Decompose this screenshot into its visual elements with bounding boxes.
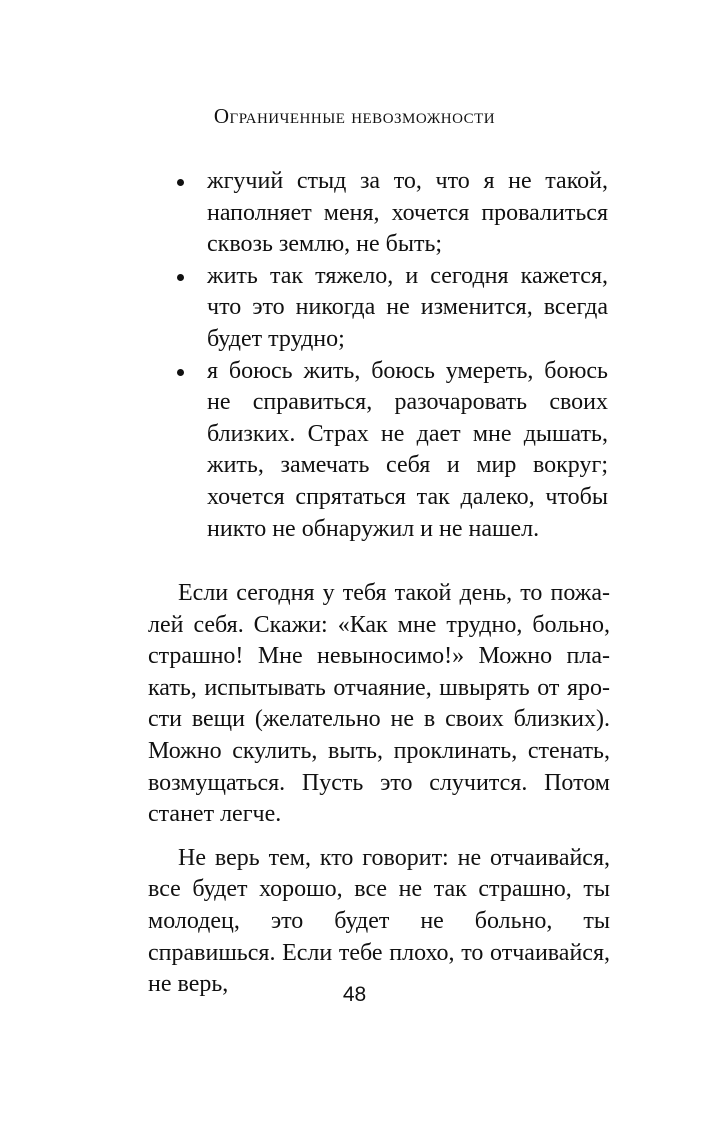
bullet-dot-icon <box>177 179 184 186</box>
bullet-text: жить так тяжело, и сегодня кажется, что это никогда не изменится, всегда будет трудно; <box>207 262 608 352</box>
bullet-list <box>175 166 608 545</box>
bullet-item <box>175 166 608 261</box>
bullet-dot-icon <box>177 274 184 281</box>
paragraph: Не верь тем, кто говорит: не отчаивайся, все будет хорошо, все не так страшно, ты молодец, это будет не больно, ты справишься. Если тебе плохо, то отчаивайся, не верь, <box>148 844 610 998</box>
body-text <box>148 578 610 1001</box>
paragraph: Если сегодня у тебя такой день, то пожалей себя. Скажи: «Как мне трудно, больно, страшно! Мне невыносимо!» Можно плакать, испытывать отчаяние, швырять от ярости вещи (желательно не в своих близких). Можно скулить, выть, проклинать, стенать, возмущаться. Пусть это случится. Потом станет легче. <box>148 580 610 828</box>
running-head: Ограниченные невозможности <box>213 104 496 128</box>
bullet-text: жгучий стыд за то, что я не такой, наполняет меня, хочется провалиться сквозь землю, не быть; <box>207 168 608 258</box>
bullet-item <box>175 356 608 546</box>
bullet-item <box>175 261 608 356</box>
bullet-dot-icon <box>177 369 184 376</box>
bullet-text: я боюсь жить, боюсь умереть, боюсь не справиться, разочаровать своих близких. Страх не дает мне дышать, жить, замечать себя и мир вокруг; хочется спрятаться так далеко, чтобы никто не обнаружил и не нашел. <box>207 357 608 542</box>
page-number: 48 <box>342 983 367 1006</box>
